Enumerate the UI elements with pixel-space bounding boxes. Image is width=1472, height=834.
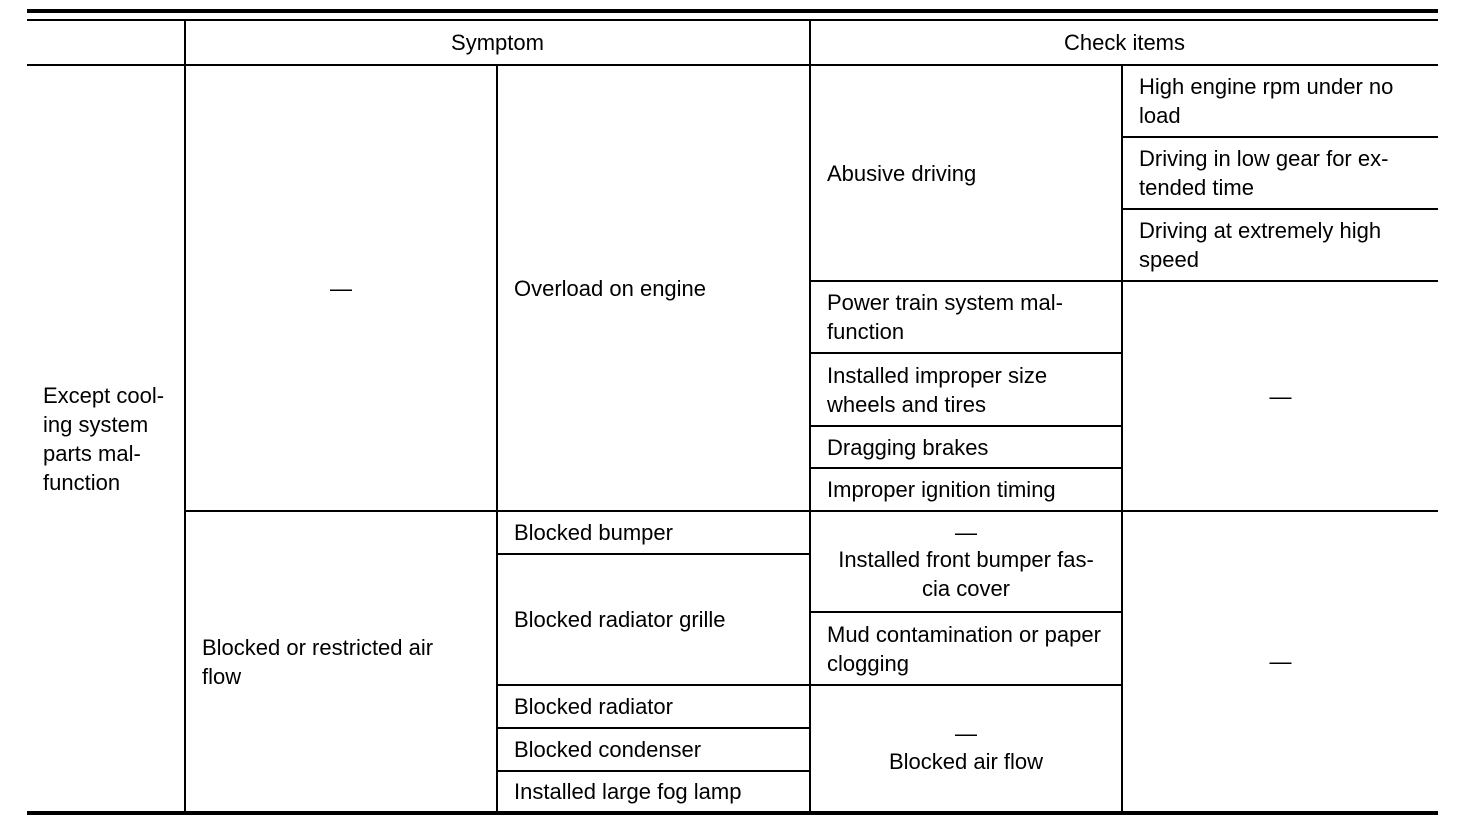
- check-label: Blocked air flow: [888, 749, 1044, 774]
- check-wheels-tires: [811, 354, 1121, 425]
- check-power-train: [811, 282, 1121, 352]
- abusive-detail-2: [1123, 138, 1438, 208]
- sub-symptom-label: Blocked radiator: [514, 694, 673, 719]
- header-check-items: [811, 21, 1438, 64]
- sub-symptom-radiator: [498, 686, 809, 727]
- sub-symptom-bumper: [498, 512, 809, 553]
- abusive-driving-cell: [811, 66, 1121, 280]
- check-label: Dragging brakes: [827, 434, 989, 460]
- group1-symptom-label: —: [330, 275, 352, 301]
- category-label: Except cool- ing system parts mal- function: [43, 382, 165, 495]
- group2-symptom-label: Blocked or restricted air flow: [202, 634, 434, 689]
- sub-symptom-label: Installed large fog lamp: [514, 779, 742, 804]
- sub-symptom-label: Blocked condenser: [514, 737, 702, 762]
- abusive-detail-3: [1123, 210, 1438, 280]
- sub-symptom-label: Blocked bumper: [514, 520, 673, 545]
- group1-other-detail: [1123, 282, 1438, 510]
- header-symptom-label: Symptom: [451, 30, 544, 55]
- sub-symptom-fog-lamp: [498, 772, 809, 811]
- check-mud-contamination: [811, 613, 1121, 684]
- check-blocked-air-flow: [811, 686, 1121, 811]
- check-front-bumper: [811, 512, 1121, 611]
- group2-symptom: [186, 512, 496, 811]
- check-label: Installed improper size wheels and tires: [827, 362, 1048, 417]
- abusive-detail-label: High engine rpm under no load: [1139, 74, 1394, 128]
- dash-label: —: [1269, 649, 1292, 674]
- bottom-rule: [27, 811, 1438, 815]
- dash-label: —: [955, 519, 977, 545]
- dash-label: —: [1269, 383, 1292, 409]
- check-label: Power train system mal- function: [827, 290, 1063, 344]
- check-label: Installed front bumper fas- cia cover: [838, 546, 1094, 601]
- sub-symptom-label: Blocked radiator grille: [514, 607, 726, 632]
- header-check-items-label: Check items: [1063, 30, 1186, 55]
- check-label: Improper ignition timing: [827, 477, 1056, 502]
- sub-symptom-radiator-grille: [498, 555, 809, 684]
- group2-detail: [1123, 512, 1438, 811]
- top-rule: [27, 9, 1438, 13]
- check-ignition-timing: [811, 469, 1121, 510]
- abusive-detail-label: Driving at extremely high speed: [1139, 218, 1382, 272]
- category-cell: [27, 66, 184, 811]
- abusive-detail-label: Driving in low gear for ex- tended time: [1139, 146, 1389, 200]
- sub-symptom-condenser: [498, 729, 809, 770]
- dash-label: —: [955, 721, 977, 746]
- check-dragging-brakes: [811, 427, 1121, 467]
- group1-symptom: [186, 66, 496, 510]
- check-label: Mud contamination or paper clogging: [827, 621, 1101, 676]
- group1-sub-symptom: [498, 66, 809, 510]
- group1-sub-symptom-label: Overload on engine: [514, 275, 707, 301]
- abusive-driving-label: Abusive driving: [827, 160, 977, 186]
- header-symptom: [186, 21, 809, 64]
- abusive-detail-1: [1123, 66, 1438, 136]
